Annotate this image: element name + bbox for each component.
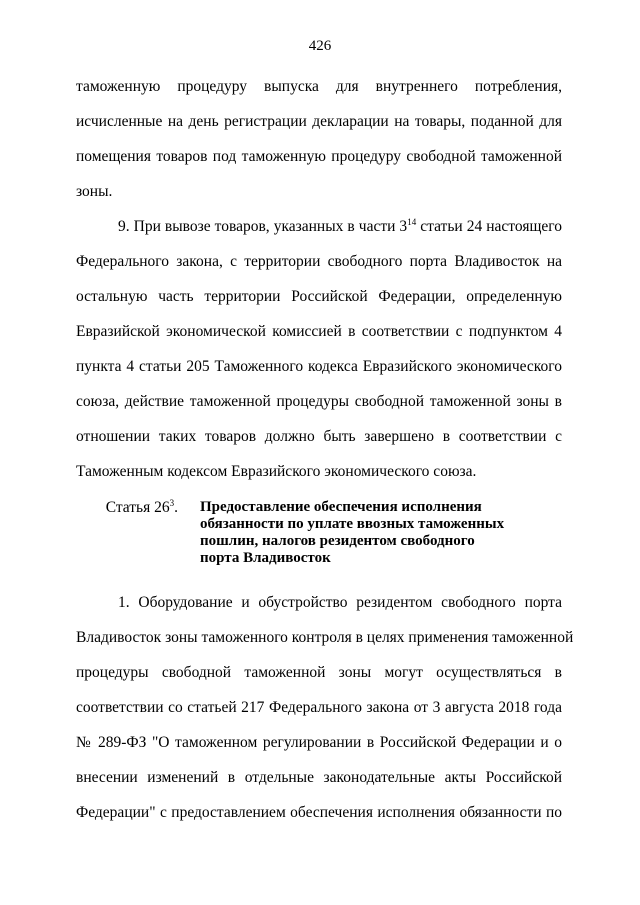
document-body: [76, 69, 574, 830]
superscript: 14: [407, 217, 417, 227]
text-line: остальную часть территории Российской Федерации, определенную: [76, 288, 562, 305]
title-line: пошлин, налогов резидентом свободного: [200, 533, 475, 549]
article-heading: [76, 499, 562, 567]
title-line: Предоставление обеспечения исполнения: [200, 499, 482, 515]
text-line: процедуры свободной таможенной зоны могут осуществляться в: [76, 664, 562, 681]
paragraph-item-1: [76, 585, 574, 830]
text-line: помещения товаров под таможенную процедуру свободной таможенной: [76, 148, 562, 165]
title-line: обязанности по уплате ввозных таможенных: [200, 516, 505, 532]
text-line: соответствии со статьей 217 Федерального закона от 3 августа 2018 года: [76, 699, 562, 716]
title-line: порта Владивосток: [200, 550, 331, 566]
paragraph-continuation: [76, 69, 562, 209]
text-line: таможенную процедуру выпуска для внутреннего потребления,: [76, 78, 562, 95]
article-title: [200, 499, 504, 567]
text-segment: Статья 26: [105, 499, 170, 516]
text-line: Федерации" с предоставлением обеспечения исполнения обязанности по: [76, 804, 562, 821]
paragraph-item-9: [76, 209, 562, 489]
text-line: Евразийской экономической комиссией в соответствии с подпунктом 4: [76, 323, 562, 340]
superscript: 3: [169, 498, 175, 508]
text-line: пункта 4 статьи 205 Таможенного кодекса Евразийского экономического: [76, 358, 562, 375]
text-segment: статьи 24 настоящего: [416, 218, 562, 235]
text-line: союза, действие таможенной процедуры свободной таможенной зоны в: [76, 393, 562, 410]
text-line: Федерального закона, с территории свободного порта Владивосток на: [76, 253, 562, 270]
text-line: отношении таких товаров должно быть завершено в соответствии с: [76, 428, 562, 445]
article-number: [76, 499, 200, 567]
text-line: № 289-ФЗ "О таможенном регулировании в Российской Федерации и о: [76, 734, 562, 751]
text-segment: 9. При вывозе товаров, указанных в части 3: [118, 218, 408, 235]
text-line: внесении изменений в отдельные законодательные акты Российской: [76, 769, 562, 786]
text-line: Таможенным кодексом Евразийского экономического союза.: [76, 463, 477, 480]
text-line: исчисленные на день регистрации декларации на товары, поданной для: [76, 113, 562, 130]
text-line: 1. Оборудование и обустройство резидентом свободного порта: [118, 594, 562, 611]
text-segment: .: [174, 499, 178, 516]
page-number: 426: [308, 38, 332, 54]
text-line: Владивосток зоны таможенного контроля в целях применения таможенной: [76, 629, 574, 646]
text-line: зоны.: [76, 183, 113, 200]
text-line: [76, 209, 562, 244]
